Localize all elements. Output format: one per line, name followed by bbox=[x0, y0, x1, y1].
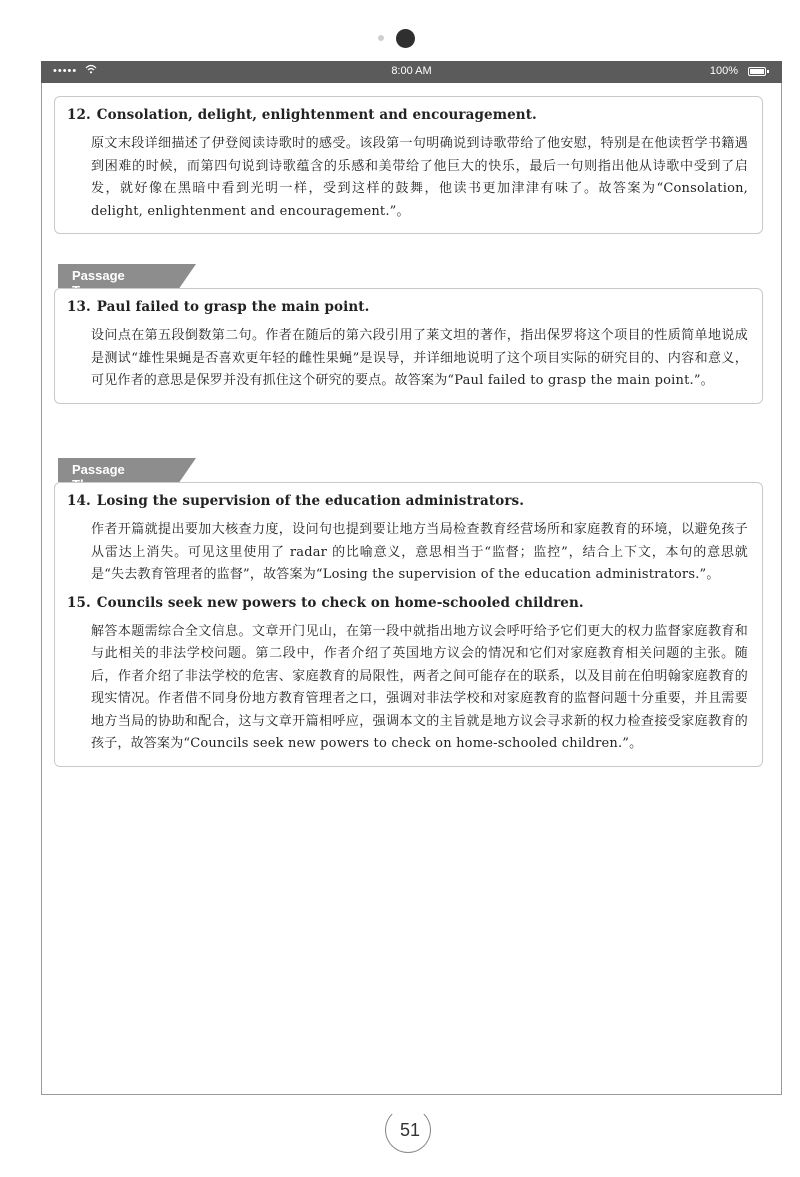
question-number: 14. bbox=[67, 493, 91, 509]
answer-explanation: 设问点在第五段倒数第二句。作者在随后的第六段引用了莱文坦的著作，指出保罗将这个项目的性质简单地说成是测试“雄性果蝇是否喜欢更年轻的雌性果蝇”是误导，并详细地说明了这个项目实际的研究目的、内容和意义，可见作者的意思是保罗并没有抓住这个研究的要点。故答案为“Paul failed to grasp the main point.”。 bbox=[91, 328, 748, 388]
answer-explanation: 解答本题需综合全文信息。文章开门见山，在第一段中就指出地方议会呼吁给予它们更大的权力监督家庭教育和与此相关的非法学校问题。第二段中，作者介绍了英国地方议会的情况和它们对家庭教育相关问题的主张。随后，作者介绍了非法学校的危害、家庭教育的局限性，两者之间可能存在的联系，以及目前在伯明翰家庭教育的现实情况。作者借不同身份地方教育管理者之口，强调对非法学校和对家庭教育的监督问题十分重要，并且需要地方当局的协助和配合，这与文章开篇相呼应，强调本文的主旨就是地方议会寻求新的权力检查接受家庭教育的孩子，故答案为“Councils seek new powers to check on home-schooled children.”。 bbox=[91, 623, 748, 751]
device-camera bbox=[375, 28, 425, 48]
question-heading bbox=[67, 493, 762, 509]
question-heading bbox=[67, 595, 762, 611]
status-time: 8:00 AM bbox=[391, 65, 432, 77]
answer-card-q12 bbox=[54, 96, 763, 234]
answer-card-q14-q15 bbox=[54, 482, 763, 767]
question-text: Losing the supervision of the education administrators. bbox=[96, 493, 525, 509]
question-number: 15. bbox=[67, 594, 91, 611]
question-heading bbox=[67, 299, 762, 315]
page-number-badge bbox=[385, 1107, 435, 1157]
answer-explanation: 原文末段详细描述了伊登阅读诗歌时的感受。该段第一句明确说到诗歌带给了他安慰，特别是在他读哲学书籍遇到困难的时候，而第四句说到诗歌蕴含的乐感和美带给了他巨大的快乐，最后一句则指出他从诗歌中受到了启发，就好像在黑暗中看到光明一样，受到这样的鼓舞，他读书更加津津有味了。故答案为“Consolation, delight, enlightenment and encouragement.”。 bbox=[91, 136, 748, 219]
signal-icon: ••••• bbox=[53, 65, 78, 77]
question-text: Consolation, delight, enlightenment and encouragement. bbox=[96, 107, 537, 123]
question-heading bbox=[67, 107, 762, 123]
answer-explanation: 作者开篇就提出要加大核查力度，设问句也提到要让地方当局检查教育经营场所和家庭教育的环境，以避免孩子从雷达上消失。可见这里使用了 radar 的比喻意义，意思相当于“监督；监控”，结合上下文，本句的意思就是“失去教育管理者的监督”，故答案为“Losing the supervision of the education administrators.”。 bbox=[91, 522, 748, 582]
sensor-dot bbox=[378, 35, 384, 41]
question-text: Paul failed to grasp the main point. bbox=[96, 299, 370, 315]
page-number: 51 bbox=[399, 1120, 421, 1140]
battery-percent: 100% bbox=[709, 65, 738, 77]
question-number: 12. bbox=[67, 107, 91, 123]
battery-icon bbox=[748, 67, 766, 76]
question-text: Councils seek new powers to check on home-schooled children. bbox=[96, 594, 584, 611]
passage-title: Passage bbox=[72, 268, 125, 283]
answer-card-q13 bbox=[54, 288, 763, 404]
status-bar bbox=[41, 61, 782, 83]
passage-title: Passage bbox=[72, 462, 125, 477]
camera-lens bbox=[396, 29, 415, 48]
question-number: 13. bbox=[67, 299, 91, 315]
